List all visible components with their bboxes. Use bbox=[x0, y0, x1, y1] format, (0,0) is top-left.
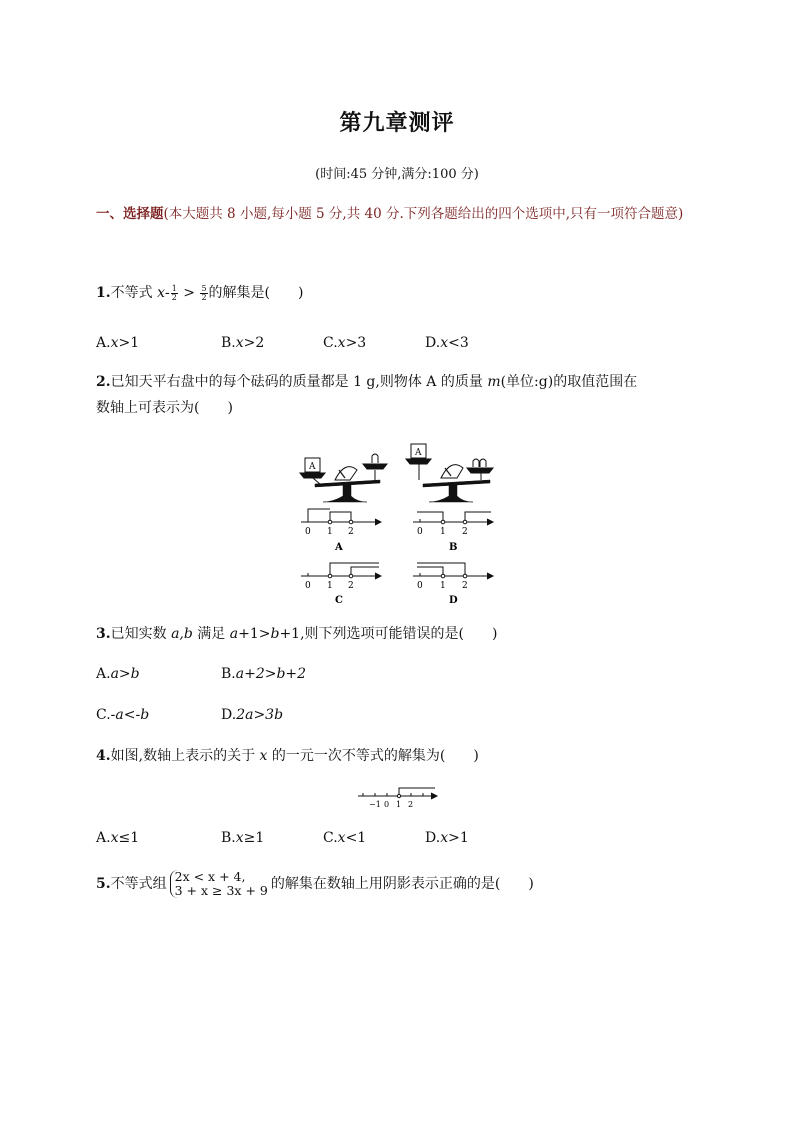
tick-label: 0 bbox=[305, 527, 311, 537]
box-label: A bbox=[309, 462, 316, 472]
number-line-b bbox=[413, 512, 493, 525]
variable: x bbox=[235, 830, 244, 846]
option-text: <3 bbox=[448, 335, 469, 351]
number-line-a bbox=[301, 509, 381, 525]
variable: x bbox=[157, 285, 165, 301]
question-number: 2. bbox=[96, 374, 111, 390]
option-d[interactable] bbox=[425, 335, 469, 351]
panel-label: C bbox=[335, 595, 343, 606]
tick-label: 0 bbox=[417, 527, 423, 537]
section-instructions: (本大题共 8 小题,每小题 5 分,共 40 分.下列各题给出的四个选项中,只有一项符合题意) bbox=[163, 206, 684, 222]
option-letter: C. bbox=[323, 335, 338, 351]
operator: - bbox=[164, 285, 170, 301]
variable: b bbox=[270, 626, 280, 642]
variable: a,b bbox=[171, 626, 193, 642]
option-letter: C. bbox=[96, 707, 111, 723]
option-text: ≤1 bbox=[118, 830, 140, 846]
tick-label: 1 bbox=[396, 800, 402, 809]
exam-info: (时间:45 分钟,满分:100 分) bbox=[315, 167, 479, 182]
question-text: 则下列选项可能错误的是( ) bbox=[304, 626, 498, 642]
question-number: 4. bbox=[96, 748, 111, 764]
tick-label: 2 bbox=[408, 800, 414, 809]
tick-label: 1 bbox=[440, 527, 446, 537]
operator: +1> bbox=[238, 626, 271, 642]
question-1 bbox=[96, 280, 706, 306]
question-text: 满足 bbox=[192, 626, 230, 642]
option-letter: B. bbox=[221, 666, 236, 682]
option-d[interactable] bbox=[425, 830, 469, 846]
option-text: -a<-b bbox=[110, 707, 150, 723]
option-letter: D. bbox=[221, 707, 237, 723]
fraction-five-halves bbox=[200, 285, 207, 302]
left-balance-icon bbox=[300, 454, 387, 502]
question-text: 已知天平右盘中的每个砝码的质量都是 1 g,则物体 A 的质量 bbox=[110, 374, 488, 390]
option-text: 2a>3b bbox=[236, 707, 284, 723]
option-letter: A. bbox=[96, 666, 111, 682]
panel-label: A bbox=[335, 542, 343, 553]
option-text: a>b bbox=[110, 666, 140, 682]
option-text: >1 bbox=[118, 335, 140, 351]
tick-label: 0 bbox=[305, 581, 311, 591]
variable: x bbox=[110, 335, 119, 351]
option-text: >2 bbox=[243, 335, 265, 351]
panel-label: D bbox=[449, 595, 458, 606]
question-text: (单位:g)的取值范围在 bbox=[500, 374, 638, 390]
variable: x bbox=[235, 335, 244, 351]
tick-label: 0 bbox=[384, 800, 390, 809]
number-line-figure bbox=[355, 782, 440, 812]
option-a[interactable] bbox=[96, 335, 139, 351]
option-b[interactable] bbox=[221, 666, 306, 682]
numerator: 1 bbox=[171, 283, 177, 293]
inequality-system bbox=[170, 870, 268, 898]
tick-label: 2 bbox=[348, 581, 354, 591]
tick-label: 2 bbox=[462, 527, 468, 537]
variable: x bbox=[440, 830, 449, 846]
panel-label: B bbox=[449, 542, 458, 553]
variable: x bbox=[337, 830, 346, 846]
option-text: >3 bbox=[345, 335, 367, 351]
option-text: >1 bbox=[448, 830, 469, 846]
question-text: 的解集是( ) bbox=[208, 285, 304, 301]
numerator: 5 bbox=[201, 283, 207, 293]
question-number: 5. bbox=[96, 876, 111, 892]
option-d[interactable] bbox=[221, 707, 283, 723]
option-a[interactable] bbox=[96, 666, 140, 682]
question-5 bbox=[96, 870, 706, 898]
option-b[interactable] bbox=[221, 830, 264, 846]
option-b[interactable] bbox=[221, 335, 264, 351]
option-c[interactable] bbox=[323, 335, 366, 351]
option-c[interactable] bbox=[96, 707, 149, 723]
question-number: 3. bbox=[96, 626, 111, 642]
question-text: 数轴上可表示为( ) bbox=[96, 400, 233, 416]
option-letter: C. bbox=[323, 830, 338, 846]
denominator: 2 bbox=[171, 292, 177, 302]
inequality-line: 3 + x ≥ 3x + 9 bbox=[174, 883, 268, 898]
option-letter: A. bbox=[96, 830, 111, 846]
section-title: 一、选择题 bbox=[96, 206, 164, 222]
box-label: A bbox=[415, 448, 422, 458]
tick-label: −1 bbox=[369, 800, 381, 809]
variable: x bbox=[337, 335, 346, 351]
question-text: 不等式组 bbox=[110, 876, 167, 892]
question-text: 如图,数轴上表示的关于 bbox=[110, 748, 260, 764]
inequality-line: 2x < x + 4, bbox=[174, 869, 246, 884]
right-balance-icon bbox=[406, 444, 493, 502]
option-text: ≥1 bbox=[243, 830, 265, 846]
denominator: 2 bbox=[201, 292, 207, 302]
option-letter: D. bbox=[425, 335, 441, 351]
variable: x bbox=[440, 335, 449, 351]
question-3 bbox=[96, 621, 706, 647]
number-line-d bbox=[413, 563, 493, 579]
tick-label: 1 bbox=[440, 581, 446, 591]
number-line-c bbox=[301, 563, 381, 579]
section-heading bbox=[96, 201, 706, 227]
question-number: 1. bbox=[96, 285, 111, 301]
tick-label: 2 bbox=[348, 527, 354, 537]
tick-label: 2 bbox=[462, 581, 468, 591]
operator: +1, bbox=[279, 626, 305, 642]
operator: > bbox=[178, 285, 200, 301]
variable: x bbox=[110, 830, 119, 846]
option-text: a+2>b+2 bbox=[235, 666, 307, 682]
balance-figure bbox=[295, 440, 505, 610]
question-2 bbox=[96, 369, 706, 421]
option-letter: D. bbox=[425, 830, 441, 846]
tick-label: 1 bbox=[327, 581, 333, 591]
variable: m bbox=[487, 374, 501, 390]
tick-label: 0 bbox=[417, 581, 423, 591]
option-letter: B. bbox=[221, 335, 236, 351]
page-title: 第九章测评 bbox=[339, 110, 455, 136]
question-4 bbox=[96, 743, 706, 769]
option-text: <1 bbox=[345, 830, 367, 846]
question-text: 的一元一次不等式的解集为( ) bbox=[267, 748, 479, 764]
option-letter: A. bbox=[96, 335, 111, 351]
question-text: 已知实数 bbox=[110, 626, 172, 642]
tick-label: 1 bbox=[327, 527, 333, 537]
variable: x bbox=[259, 748, 268, 764]
option-c[interactable] bbox=[323, 830, 366, 846]
question-text: 的解集在数轴上用阴影表示正确的是( ) bbox=[270, 876, 534, 892]
variable: a bbox=[229, 626, 239, 642]
fraction-half bbox=[171, 285, 178, 302]
option-a[interactable] bbox=[96, 830, 139, 846]
option-letter: B. bbox=[221, 830, 236, 846]
question-text: 不等式 bbox=[110, 285, 158, 301]
